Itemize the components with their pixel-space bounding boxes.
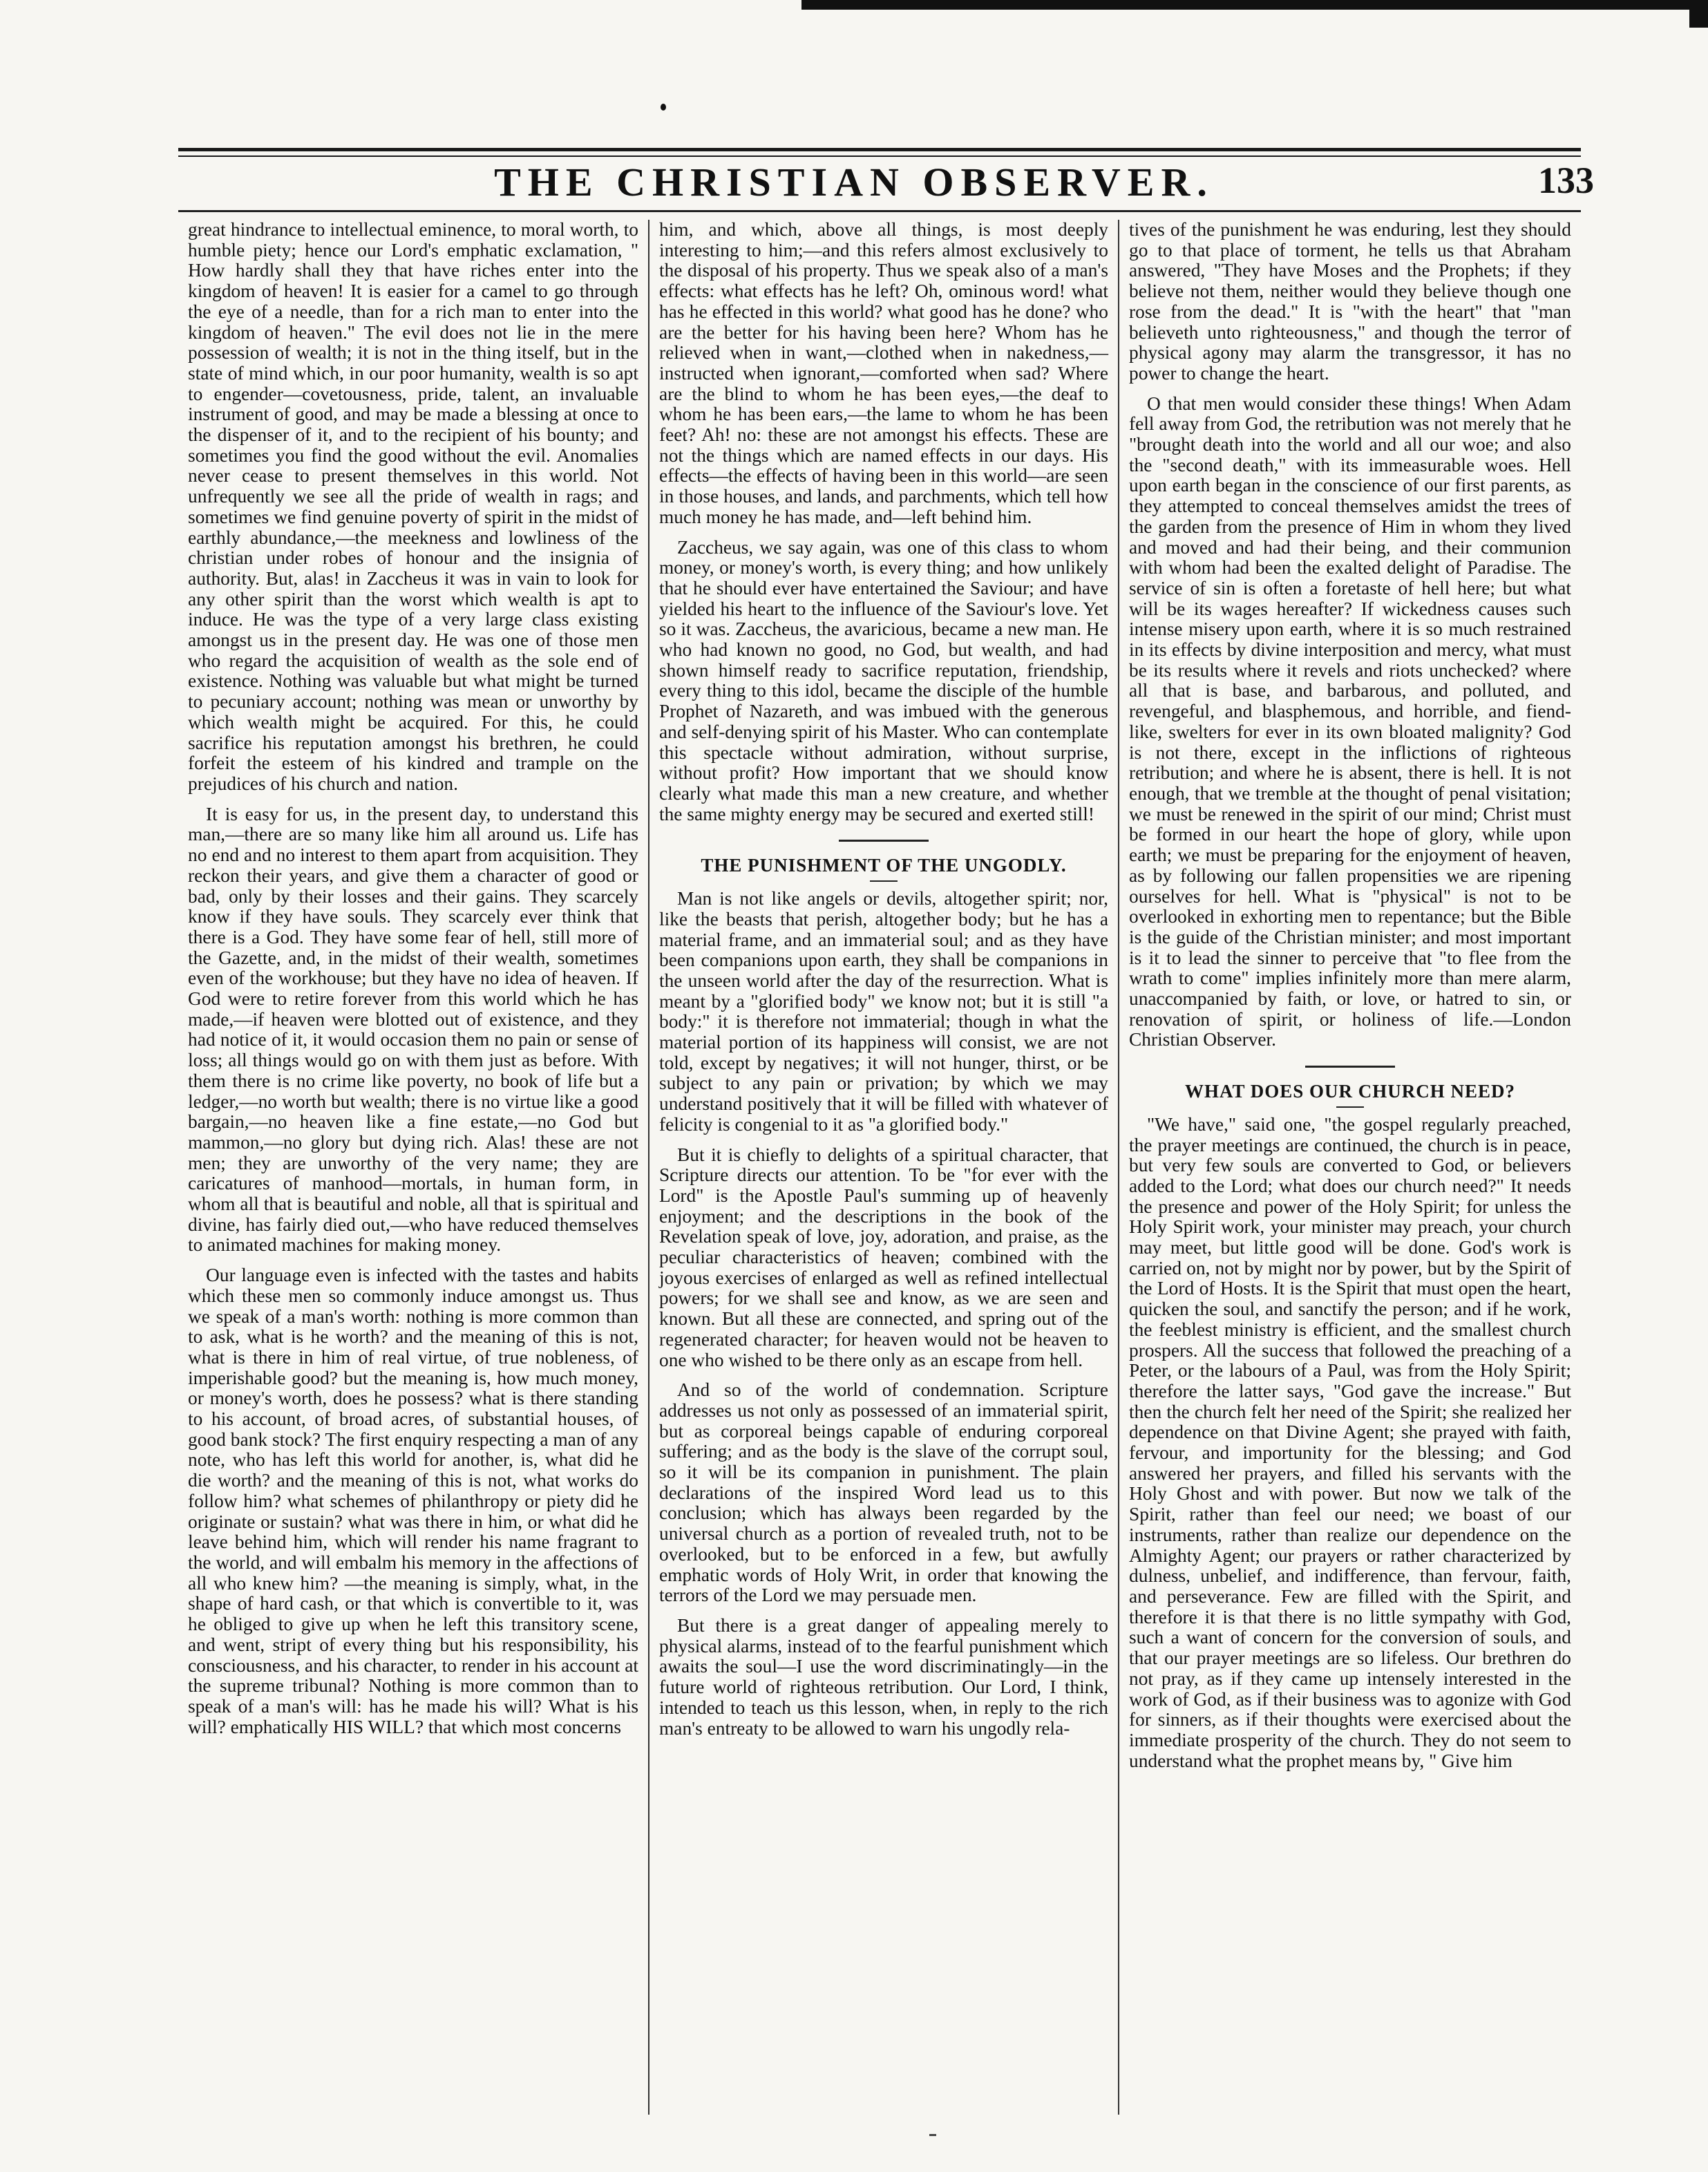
column-2 (648, 220, 1118, 2115)
section-divider (1305, 1066, 1395, 1068)
paragraph: Our language even is infected with the tastes and habits which these men so commonly induce amongst us. Thus we speak of a man's worth: nothing is more common than to ask, what is he worth? and the meaning of this is not, what is there in him of real virtue, of true nobleness, of imperishable good? but the meaning is, how much money, or money's worth, does he possess? what is there standing to his account, of broad acres, of substantial houses, of good bank stock? The first enquiry respecting a man of any note, who has left this world for another, is, what did he die worth? and the meaning of this is not, what works do follow him? what schemes of philanthropy or piety did he originate or sustain? what was there in him, or what did he leave behind him, which will render his name fragrant to the world, and will embalm his memory in the affections of all who knew him? —the meaning is simply, what, in the shape of hard cash, or that which is convertible to it, was he obliged to give up when he left this transitory scene, and went, stript of every thing but his responsibility, his consciousness, and his character, to render in his account at the supreme tribunal? Nothing is more common than to speak of a man's will: has he made his will? What is his will? emphatically HIS WILL? that which most concerns (188, 1265, 638, 1737)
article-columns (178, 220, 1581, 2115)
paragraph: "We have," said one, "the gospel regularly preached, the prayer meetings are continued, the church is in peace, but very few souls are converted to God, or believers added to the Lord; what does our church need?" It needs the presence and power of the Holy Spirit; for unless the Holy Spirit work, your minister may preach, your church may meet, but little good will be done. God's work is carried on, not by might nor by power, but by the Spirit of the Lord of Hosts. It is the Spirit that must open the heart, quicken the soul, and sanctify the person; and if he work, the feeblest ministry is efficient, and the smallest church prospers. All the success that followed the preaching of a Peter, or the labours of a Paul, was from the Holy Spirit; therefore the latter says, "God gave the increase." But then the church felt her need of the Spirit; she realized her dependence on that Divine Agent; she prayed with faith, fervour, and importunity for the blessing; and God answered her prayers, and filled his servants with the Holy Ghost and with power. But now we talk of the Spirit, rather than feel our need; we boast of our instruments, rather than realize our dependence on the Almighty Agent; our prayers or rather characterized by dulness, unbelief, and indifference, than fervour, faith, and perseverance. Few are filled with the Spirit, and therefore it is that there is no little sympathy with God, such a want of concern for the conversion of souls, and that our prayer meetings are so lifeless. Our brethren do not pray, as if they came up intensely interested in the work of God, as if their business was to agonize with God for sinners, as if their thoughts were exercised about the immediate prosperity of the church. They do not seem to understand what the prophet means by, " Give him (1129, 1113, 1571, 1771)
ink-dot (661, 104, 666, 111)
paragraph: Man is not like angels or devils, altogether spirit; nor, like the beasts that perish, altogether body; but he has a material frame, and an immaterial soul; and as they have been companions upon earth, they shall be companions in the unseen world after the day of the resurrection. What is meant by a "glorified body" we know not; but it is still "a body:" it is therefore not immaterial; though in what the material portion of its happiness will consist, we are not told, except by negatives; it will not hunger, thirst, or be subject to any pain or privation; by which we may understand positively that it will be filled with whatever of felicity is congenial to it as "a glorified body." (659, 888, 1108, 1135)
paragraph: But it is chiefly to delights of a spiritual character, that Scripture directs our attention. To be "for ever with the Lord" is the Apostle Paul's summing up of heavenly enjoyment; and the descriptions in the book of the Revelation speak of love, joy, adoration, and praise, as the peculiar characteristics of heaven; combined with the joyous exercises of enlarged as well as refined intellectual powers; for we shall see and know, as we are seen and known. But all these are connected, and spring out of the regenerated character; for heaven would not be heaven to one who wished to be there only as an escape from hell. (659, 1144, 1108, 1370)
paragraph: But there is a great danger of appealing merely to physical alarms, instead of to the fearful punishment which awaits the soul—I use the word discriminatingly—in the future world of righteous retribution. Our Lord, I think, intended to teach us this lesson, when, in reply to the rich man's entreaty to be allowed to warn his ungodly rela- (659, 1615, 1108, 1739)
page-title: THE CHRISTIAN OBSERVER. (494, 160, 1214, 205)
heading-underline (1336, 1106, 1364, 1108)
section-heading: THE PUNISHMENT OF THE UNGODLY. (701, 855, 1067, 876)
paragraph: Zaccheus, we say again, was one of this class to whom money, or money's worth, is every thing; and how unlikely that he should ever have entertained the Saviour; and have yielded his heart to the influence of the Saviour's love. Yet so it was. Zaccheus, the avaricious, became a new man. He who had known no good, no God, but wealth, and had shown himself ready to sacrifice reputation, friendship, every thing to this idol, became the disciple of the humble Prophet of Nazareth, and was imbued with the generous and self-denying spirit of his Master. Who can contemplate this spectacle without admiration, without surprise, without profit? How important that we should know clearly what made this man a new creature, and whether the same mighty energy may be secured and exerted still! (659, 536, 1108, 824)
section-heading: WHAT DOES OUR CHURCH NEED? (1184, 1081, 1516, 1102)
column-1 (178, 220, 648, 2115)
paragraph: And so of the world of condemnation. Scripture addresses us not only as possessed of an immaterial spirit, but as corporeal beings capable of enduring corporeal suffering; and as the body is the slave of the corrupt soul, so it will be its companion in punishment. The plain declarations of the inspired Word lead us to this conclusion; which has always been regarded by the universal church as a portion of revealed truth, not to be overlooked, but to be enforced in a few, but awfully emphatic words of Holy Writ, in order that knowing the terrors of the Lord we may persuade men. (659, 1379, 1108, 1606)
header-rule-top (178, 148, 1581, 157)
section-divider (839, 840, 929, 842)
paragraph: O that men would consider these things! When Adam fell away from God, the retribution was not merely that he "brought death into the world and all our woe; and also the "second death," with its immeasurable woes. Hell upon earth began in the conscience of our first parents, as they attempted to conceal themselves amidst the trees of the garden from the presence of Him in whom they lived and moved and had their being, and their communion with whom had been the exalted delight of Paradise. The service of sin is often a foretaste of hell here; but what will be its wages hereafter? If wickedness causes such intense misery upon earth, where it is so much restrained in its effects by divine interposition and mercy, what must be its results where it revels and riots unchecked? where all that is base, and barbarous, and polluted, and revengeful, and blasphemous, and horrible, and fiend-like, swelters for ever in its own bloated malignity? God is not there, except in the inflictions of righteous retribution; and where he is absent, there is hell. It is not enough, that we tremble at the thought of penal visitation; we must be renewed in the spirit of our mind; Christ must be formed in our heart the hope of glory, while upon earth; we must be preparing for the enjoyment of heaven, as by following our fallen propensities we are ripening ourselves for hell. What is "physical" is not to be overlooked in exhorting men to repentance; but the Bible is the guide of the Christian minister; and most important is it to lead the sinner to perceive that "to flee from the wrath to come" implies infinitely more than mere alarm, unaccompanied by faith, or love, or hatred to sin, or renovation of spirit, or holiness of life.—London Christian Observer. (1129, 393, 1571, 1050)
paragraph: tives of the punishment he was enduring, lest they should go to that place of torment, he tells us that Abraham answered, "They have Moses and the Prophets; if they believe not them, neither would they believe though one rose from the dead." It is "with the heart" that "man believeth unto righteousness," and though the terror of physical agony may alarm the transgressor, it has no power to change the heart. (1129, 220, 1571, 384)
scan-edge-mark-top (801, 0, 1708, 10)
paragraph: him, and which, above all things, is most deeply interesting to him;—and this refers almost exclusively to the disposal of his property. Thus we speak also of a man's effects: what effects has he left? Oh, ominous word! what has he effected in this world? what good has he done? who are the better for his having been here? Whom has he relieved when in want,—clothed when in nakedness,—instructed when ignorant,—comforted when sad? Where are the blind to whom he has been eyes,—the deaf to whom he has been ears,—the lame to whom he has been feet? Ah! no: these are not amongst his effects. These are not the things which are named effects in our days. His effects—the effects of having been in this world—are seen in those houses, and lands, and parchments, which tell how much money he has made, and—left behind him. (659, 220, 1108, 527)
column-3 (1118, 220, 1581, 2115)
page-number: 133 (1538, 160, 1594, 201)
header-rule-bottom (178, 210, 1581, 212)
bottom-ink-mark (929, 2134, 936, 2136)
heading-underline (870, 880, 898, 882)
paragraph: great hindrance to intellectual eminence, to moral worth, to humble piety; hence our Lord's emphatic exclamation, " How hardly shall they that have riches enter into the kingdom of heaven! It is easier for a camel to go through the eye of a needle, than for a rich man to enter into the kingdom of heaven." The evil does not lie in the mere possession of wealth; it is not in the thing itself, but in the state of mind which, in our poor humanity, wealth is so apt to engender—covetousness, pride, talent, an invaluable instrument of good, and may be made a blessing at once to the dispenser of it, and to the recipient of his bounty; and sometimes you find the good without the evil. Anomalies never cease to present themselves in this world. Not unfrequently we see all the pride of wealth in rags; and sometimes we find genuine poverty of spirit in the midst of earthly abundance,—the meekness and lowliness of the christian under robes of honour and the insignia of authority. But, alas! in Zaccheus it was in vain to look for any other spirit than the worst which wealth is apt to induce. He was the type of a very large class existing amongst us in the present day. He was one of those men who regard the acquisition of wealth as the sole end of existence. Nothing was valuable but what might be turned to pecuniary account; nothing was mean or unworthy by which wealth might be acquired. For this, he could sacrifice his reputation amongst his brethren, he could forfeit the esteem of his kindred and trample on the prejudices of his church and nation. (188, 220, 638, 794)
scan-edge-mark-corner (1689, 0, 1708, 28)
paragraph: It is easy for us, in the present day, to understand this man,—there are so many like him all around us. Life has no end and no interest to them apart from acquisition. They reckon their years, and give them a character of good or bad, only by their losses and their gains. They scarcely know if they have souls. They scarcely ever think that there is a God. They have some fear of hell, still more of the Gazette, and, in the midst of their wealth, sometimes even of the workhouse; but they have no idea of heaven. If God were to retire forever from this world which he has made,—if heaven were blotted out of existence, and they had notice of it, it would occasion them no pain or sense of loss; all things would go on with them just as before. With them there is no crime like poverty, no book of life but a ledger,—no worth but wealth; there is no virtue like a good bargain,—no heaven like a fine estate,—no God but mammon,—no glory but dying rich. Alas! these are not men; they are unworthy of the very name; they are caricatures of manhood—mortals, in human form, in whom all that is beautiful and noble, all that is spiritual and divine, has fairly died out,—who have reduced themselves to animated machines for making money. (188, 803, 638, 1256)
